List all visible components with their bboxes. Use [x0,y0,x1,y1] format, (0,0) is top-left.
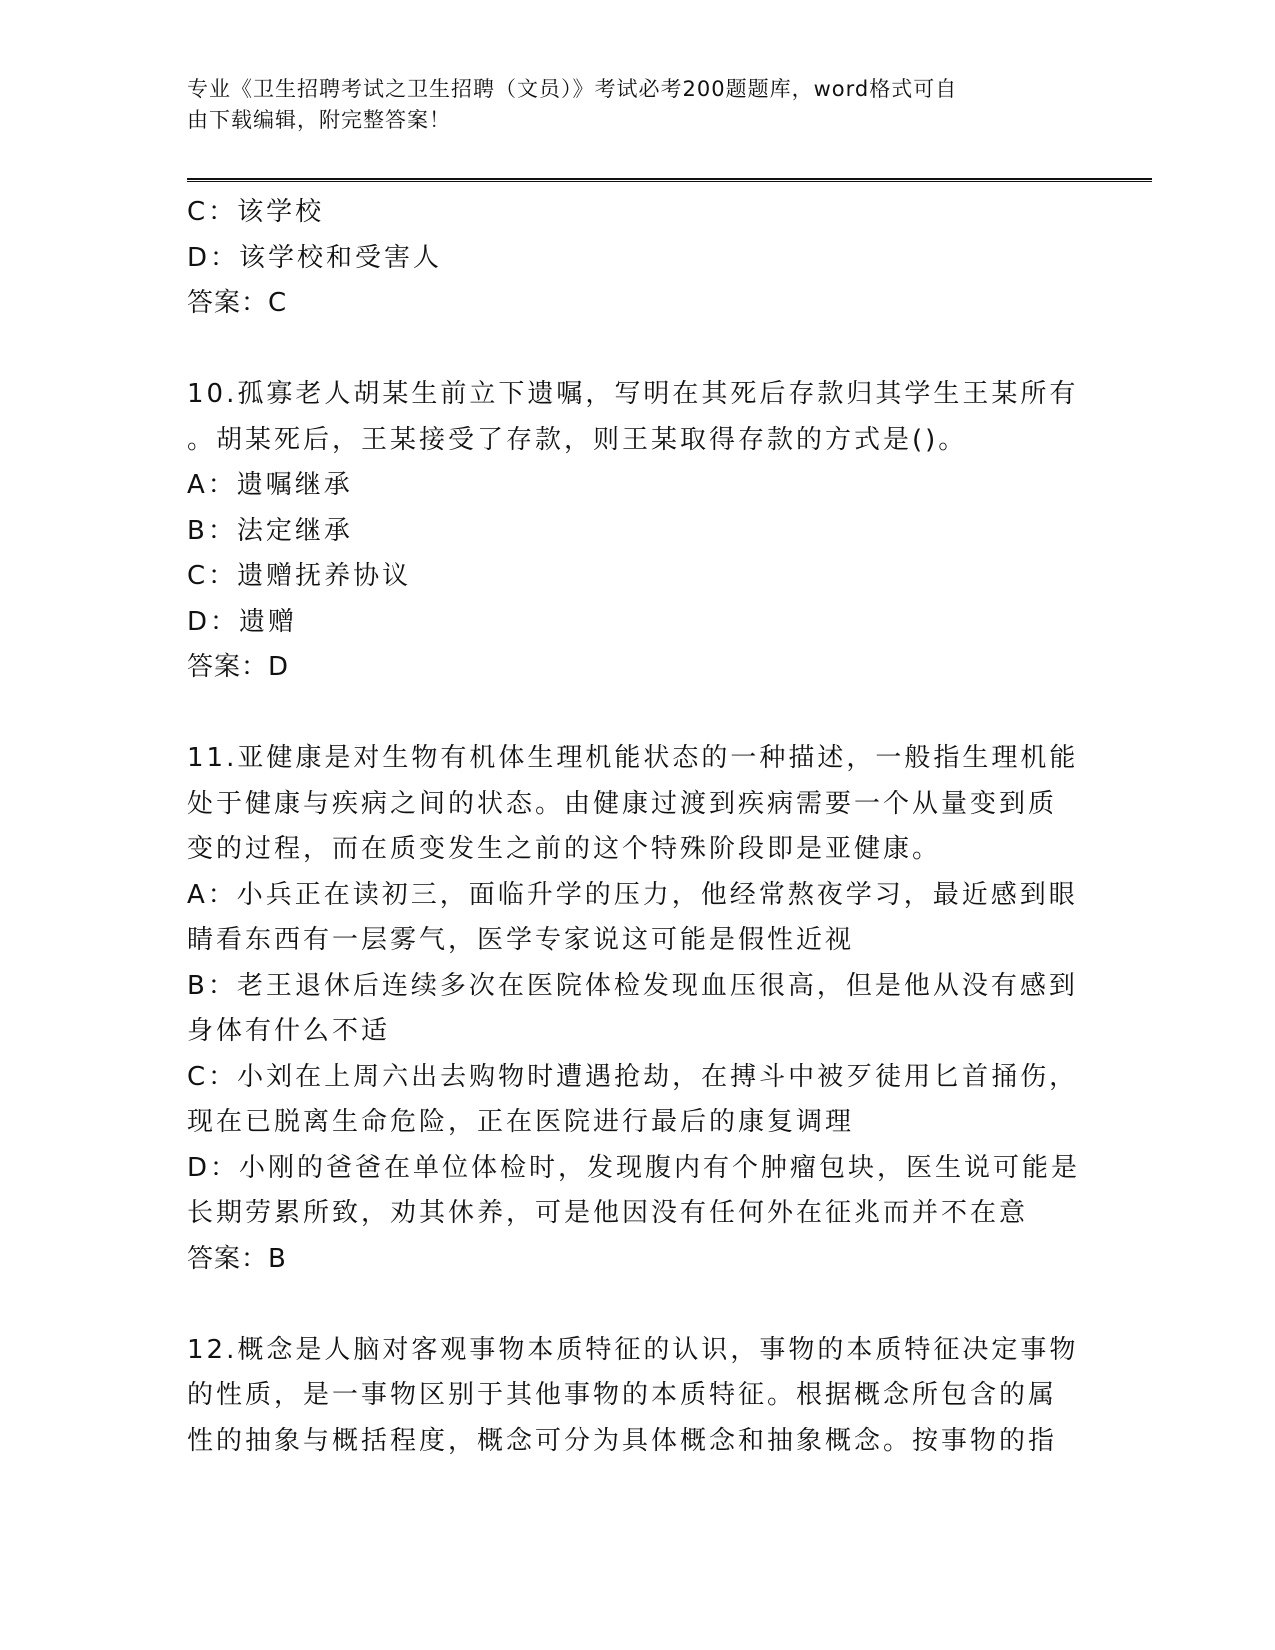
option-b: B：老王退休后连续多次在医院体检发现血压很高，但是他从没有感到 [187,970,1078,1001]
question-stem-line: 性的抽象与概括程度，概念可分为具体概念和抽象概念。按事物的指 [187,1425,1058,1456]
question-stem-line: 12.概念是人脑对客观事物本质特征的认识，事物的本质特征决定事物 [187,1334,1079,1365]
header-divider [187,178,1152,182]
question-stem-line: 的性质，是一事物区别于其他事物的本质特征。根据概念所包含的属 [187,1380,1058,1410]
option-c: C：该学校 [187,197,325,227]
option-b-cont: 身体有什么不适 [187,1016,391,1046]
answer-line: 答案：C [187,288,288,318]
header-line: 由下载编辑，附完整答案！ [187,108,451,132]
question-10 [187,372,1079,691]
answer-line: 答案：D [187,652,290,682]
question-stem-line: 10.孤寡老人胡某生前立下遗嘱，写明在其死后存款归其学生王某所有 [187,379,1079,409]
question-stem-line: 。胡某死后，王某接受了存款，则王某取得存款的方式是()。 [187,424,968,455]
spacer [187,1282,1067,1328]
option-d: D：该学校和受害人 [187,242,443,273]
answer-line: 答案：B [187,1243,287,1274]
question-11 [187,736,1081,1282]
question-stem-line: 变的过程，而在质变发生之前的这个特殊阶段即是亚健康。 [187,834,942,864]
question-9-tail [187,190,1067,327]
question-stem-line: 11.亚健康是对生物有机体生理机能状态的一种描述，一般指生理机能 [187,743,1079,773]
option-d-cont: 长期劳累所致，劝其休养，可是他因没有任何外在征兆而并不在意 [187,1198,1029,1228]
page-header [187,74,1067,136]
question-12 [187,1328,1079,1465]
option-a: A：遗嘱继承 [187,470,353,500]
option-a: A：小兵正在读初三，面临升学的压力，他经常熬夜学习，最近感到眼 [187,879,1078,910]
option-c: C：遗赠抚养协议 [187,561,412,591]
question-stem-line: 处于健康与疾病之间的状态。由健康过渡到疾病需要一个从量变到质 [187,788,1058,819]
option-d: D：小刚的爸爸在单位体检时，发现腹内有个肿瘤包块，医生说可能是 [187,1152,1081,1183]
question-content [187,190,1081,1464]
spacer [187,327,1067,373]
header-line: 专业《卫生招聘考试之卫生招聘（文员）》考试必考200题题库，word格式可自 [187,77,958,101]
option-d: D：遗赠 [187,606,298,637]
spacer [187,691,1067,737]
option-b: B：法定继承 [187,515,353,546]
option-c-cont: 现在已脱离生命危险，正在医院进行最后的康复调理 [187,1107,855,1137]
option-a-cont: 睛看东西有一层雾气，医学专家说这可能是假性近视 [187,925,855,955]
option-c: C：小刘在上周六出去购物时遭遇抢劫，在搏斗中被歹徒用匕首捅伤， [187,1061,1079,1092]
